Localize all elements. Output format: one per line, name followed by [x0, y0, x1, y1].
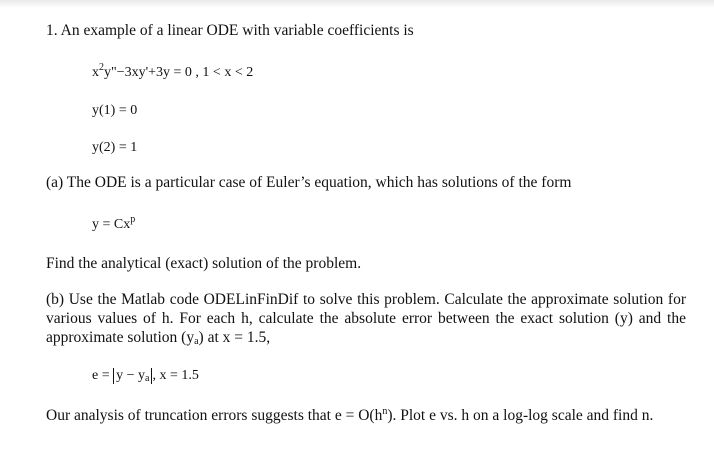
conclusion-post: ). Plot e vs. h on a log-log scale and find n. — [387, 407, 654, 424]
solution-form — [92, 215, 135, 235]
part-b-post: ) at x = 1.5, — [198, 329, 271, 346]
error-equation — [92, 366, 199, 386]
part-a-text: (a) The ODE is a particular case of Euler’s equation, which has solutions of the form — [46, 174, 572, 191]
conclusion-pre: Our analysis of truncation errors suggests that e = O(h — [46, 407, 383, 424]
part-a-find: Find the analytical (exact) solution of the problem. — [46, 255, 362, 272]
boundary-condition-2: y(2) = 1 — [92, 140, 138, 155]
boundary-condition-1: y(1) = 0 — [92, 103, 138, 118]
error-tail: , x = 1.5 — [152, 368, 199, 383]
solution-form-base: y = Cx — [92, 217, 131, 232]
abs-base: y − y — [116, 368, 146, 383]
part-b-sub: a — [194, 336, 199, 347]
absolute-value — [113, 368, 152, 384]
conclusion-exponent: n — [382, 406, 388, 417]
problem-intro: 1. An example of a linear ODE with variable coefficients is — [46, 22, 414, 39]
ode-x: x — [92, 65, 99, 80]
part-b-pre: (b) Use the Matlab code ODELinFinDif to solve this problem. Calculate the approximate solution for various values of h. For each h, calculate the absolute error between the exact solution (y) and the approximate solution (y — [46, 291, 686, 346]
solution-form-exponent: p — [130, 214, 136, 225]
ode-exponent: 2 — [99, 62, 104, 73]
top-edge-strip — [0, 0, 714, 8]
ode-rest: y"−3xy'+3y = 0 , 1 < x < 2 — [104, 65, 254, 80]
conclusion-text — [46, 406, 653, 426]
error-lhs: e = — [92, 368, 114, 383]
part-b-text — [46, 290, 686, 347]
abs-sub: a — [145, 373, 150, 384]
ode-equation — [92, 63, 253, 83]
